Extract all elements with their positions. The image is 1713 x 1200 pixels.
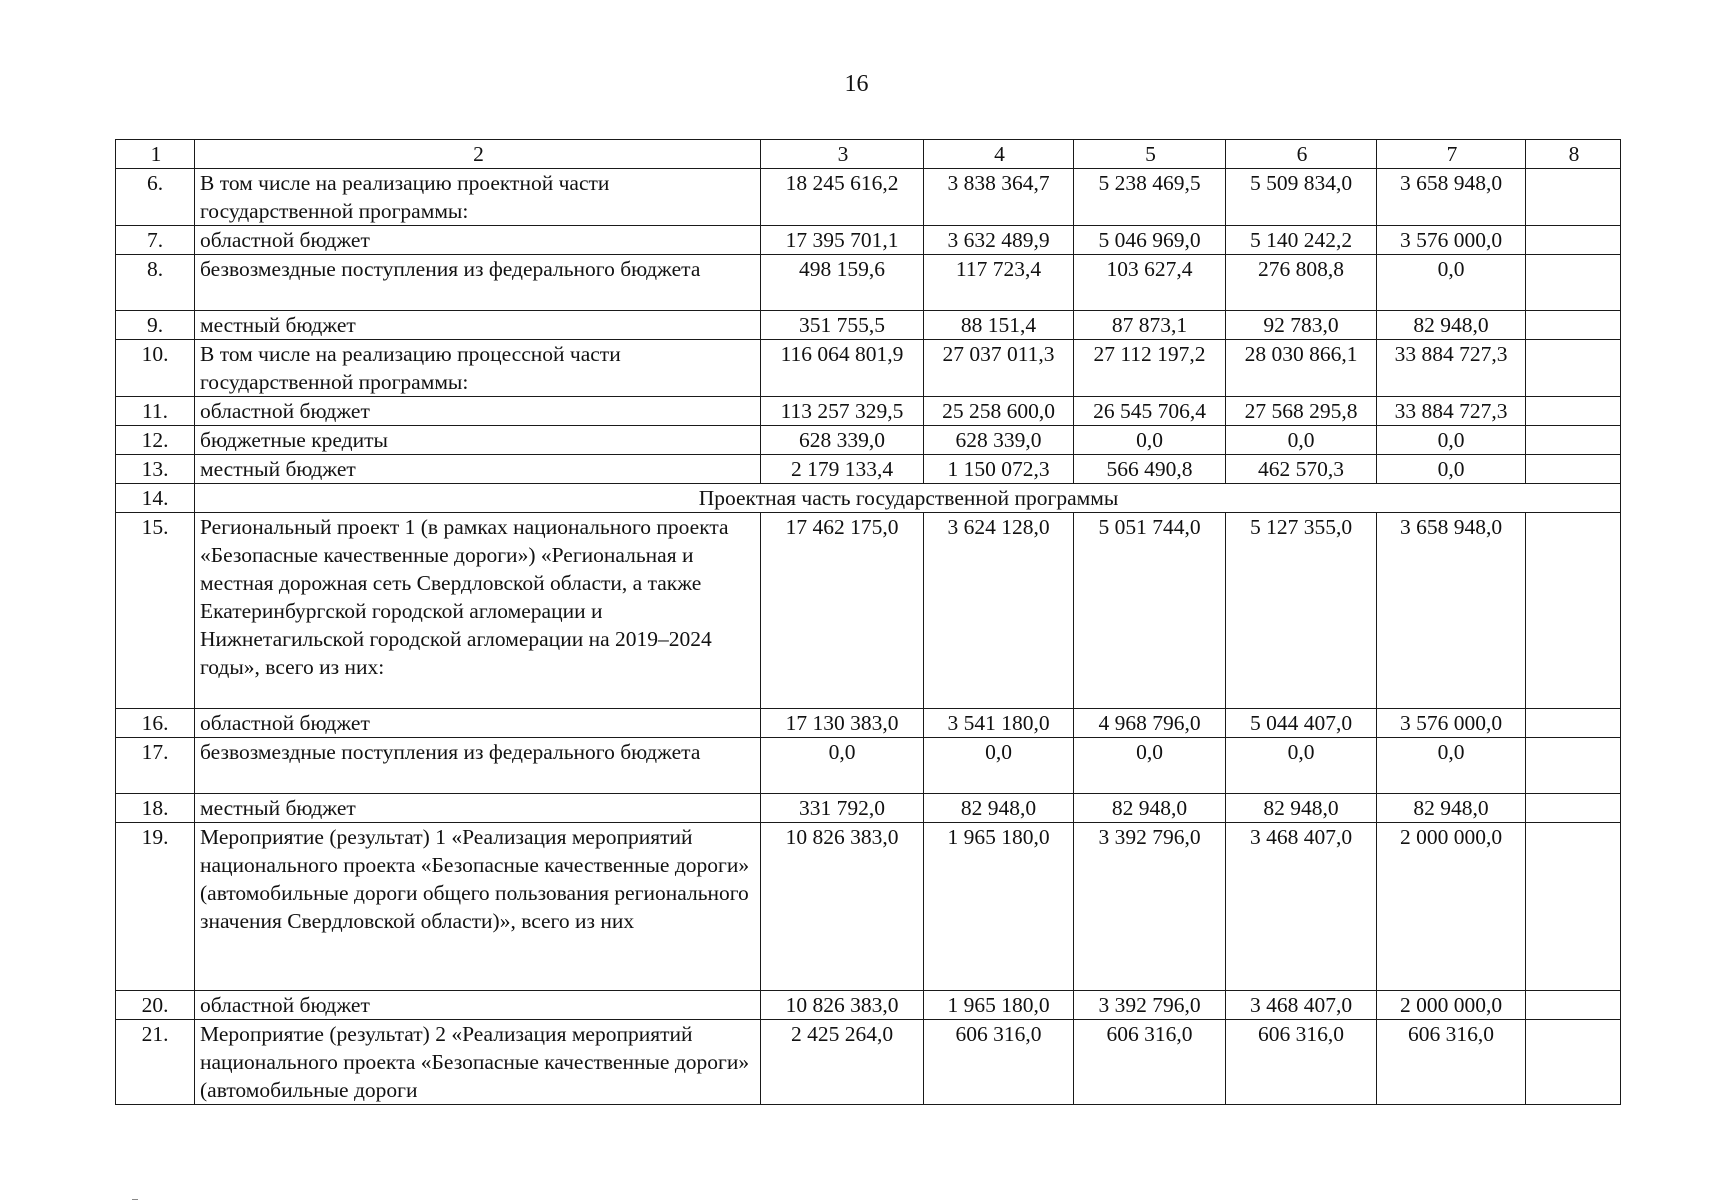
row-number: 20. — [116, 991, 195, 1020]
column-header: 7 — [1377, 140, 1526, 169]
value-cell: 351 755,5 — [761, 311, 924, 340]
value-cell: 498 159,6 — [761, 255, 924, 311]
value-cell: 10 826 383,0 — [761, 823, 924, 991]
value-cell: 3 468 407,0 — [1226, 991, 1377, 1020]
value-cell: 82 948,0 — [1074, 794, 1226, 823]
row-number: 11. — [116, 397, 195, 426]
row-description: областной бюджет — [195, 226, 761, 255]
value-cell: 103 627,4 — [1074, 255, 1226, 311]
value-cell: 3 658 948,0 — [1377, 513, 1526, 709]
value-cell: 606 316,0 — [1377, 1020, 1526, 1105]
row-description: безвозмездные поступления из федерального бюджета — [195, 255, 761, 311]
row-description: областной бюджет — [195, 991, 761, 1020]
value-cell: 3 576 000,0 — [1377, 709, 1526, 738]
row-description: безвозмездные поступления из федерального бюджета — [195, 738, 761, 794]
value-cell: 33 884 727,3 — [1377, 397, 1526, 426]
value-cell — [1526, 169, 1621, 226]
row-description: местный бюджет — [195, 455, 761, 484]
table-row — [116, 340, 1621, 397]
table-row — [116, 991, 1621, 1020]
value-cell: 0,0 — [761, 738, 924, 794]
value-cell: 1 965 180,0 — [924, 991, 1074, 1020]
value-cell: 2 179 133,4 — [761, 455, 924, 484]
section-row — [116, 484, 1621, 513]
row-description: местный бюджет — [195, 311, 761, 340]
row-number: 9. — [116, 311, 195, 340]
budget-table — [115, 139, 1621, 1105]
value-cell — [1526, 226, 1621, 255]
value-cell: 628 339,0 — [761, 426, 924, 455]
value-cell: 331 792,0 — [761, 794, 924, 823]
column-number-row — [116, 140, 1621, 169]
value-cell: 566 490,8 — [1074, 455, 1226, 484]
value-cell: 5 051 744,0 — [1074, 513, 1226, 709]
row-description: Мероприятие (результат) 1 «Реализация мероприятий национального проекта «Безопасные качественные дороги» (автомобильные дороги общего пользования регионального значения Свердловской области)», всего из них — [195, 823, 761, 991]
row-description: В том числе на реализацию проектной части государственной программы: — [195, 169, 761, 226]
value-cell: 82 948,0 — [924, 794, 1074, 823]
value-cell: 0,0 — [1226, 738, 1377, 794]
column-header: 5 — [1074, 140, 1226, 169]
column-header: 8 — [1526, 140, 1621, 169]
row-description: областной бюджет — [195, 709, 761, 738]
value-cell: 92 783,0 — [1226, 311, 1377, 340]
row-number: 12. — [116, 426, 195, 455]
value-cell: 82 948,0 — [1377, 794, 1526, 823]
value-cell: 82 948,0 — [1226, 794, 1377, 823]
table-row — [116, 513, 1621, 709]
value-cell: 5 044 407,0 — [1226, 709, 1377, 738]
value-cell — [1526, 397, 1621, 426]
value-cell: 113 257 329,5 — [761, 397, 924, 426]
value-cell: 3 468 407,0 — [1226, 823, 1377, 991]
column-header: 1 — [116, 140, 195, 169]
row-description: Региональный проект 1 (в рамках национального проекта «Безопасные качественные дороги») «Региональная и местная дорожная сеть Свердловской области, а также Екатеринбургской городской агломерации и Нижнетагильской городской агломерации на 2019–2024 годы», всего из них: — [195, 513, 761, 709]
value-cell: 0,0 — [1074, 426, 1226, 455]
value-cell: 0,0 — [1377, 255, 1526, 311]
row-number: 15. — [116, 513, 195, 709]
row-number: 14. — [116, 484, 195, 513]
row-description: В том числе на реализацию процессной части государственной программы: — [195, 340, 761, 397]
row-number: 10. — [116, 340, 195, 397]
table-row — [116, 1020, 1621, 1105]
table-row — [116, 169, 1621, 226]
row-number: 19. — [116, 823, 195, 991]
value-cell — [1526, 340, 1621, 397]
value-cell: 3 541 180,0 — [924, 709, 1074, 738]
value-cell — [1526, 255, 1621, 311]
value-cell: 2 000 000,0 — [1377, 991, 1526, 1020]
value-cell: 462 570,3 — [1226, 455, 1377, 484]
value-cell — [1526, 1020, 1621, 1105]
value-cell: 1 150 072,3 — [924, 455, 1074, 484]
value-cell: 28 030 866,1 — [1226, 340, 1377, 397]
value-cell: 5 127 355,0 — [1226, 513, 1377, 709]
value-cell: 606 316,0 — [1226, 1020, 1377, 1105]
value-cell — [1526, 823, 1621, 991]
value-cell: 4 968 796,0 — [1074, 709, 1226, 738]
row-number: 18. — [116, 794, 195, 823]
row-description: местный бюджет — [195, 794, 761, 823]
value-cell: 17 395 701,1 — [761, 226, 924, 255]
value-cell: 18 245 616,2 — [761, 169, 924, 226]
table-row — [116, 397, 1621, 426]
value-cell: 3 624 128,0 — [924, 513, 1074, 709]
value-cell: 33 884 727,3 — [1377, 340, 1526, 397]
value-cell: 0,0 — [1377, 426, 1526, 455]
value-cell: 2 000 000,0 — [1377, 823, 1526, 991]
value-cell: 3 838 364,7 — [924, 169, 1074, 226]
value-cell — [1526, 513, 1621, 709]
row-number: 17. — [116, 738, 195, 794]
value-cell: 27 037 011,3 — [924, 340, 1074, 397]
value-cell: 82 948,0 — [1377, 311, 1526, 340]
table-row — [116, 823, 1621, 991]
row-number: 6. — [116, 169, 195, 226]
value-cell: 0,0 — [1226, 426, 1377, 455]
value-cell: 606 316,0 — [924, 1020, 1074, 1105]
value-cell: 26 545 706,4 — [1074, 397, 1226, 426]
value-cell: 10 826 383,0 — [761, 991, 924, 1020]
value-cell: 1 965 180,0 — [924, 823, 1074, 991]
value-cell — [1526, 426, 1621, 455]
value-cell: 3 658 948,0 — [1377, 169, 1526, 226]
value-cell: 27 568 295,8 — [1226, 397, 1377, 426]
table-row — [116, 226, 1621, 255]
value-cell: 5 509 834,0 — [1226, 169, 1377, 226]
value-cell: 17 130 383,0 — [761, 709, 924, 738]
value-cell: 5 046 969,0 — [1074, 226, 1226, 255]
value-cell: 0,0 — [924, 738, 1074, 794]
value-cell: 5 140 242,2 — [1226, 226, 1377, 255]
table-row — [116, 455, 1621, 484]
value-cell — [1526, 455, 1621, 484]
value-cell: 117 723,4 — [924, 255, 1074, 311]
row-description: бюджетные кредиты — [195, 426, 761, 455]
row-number: 13. — [116, 455, 195, 484]
table-row — [116, 426, 1621, 455]
row-number: 16. — [116, 709, 195, 738]
row-number: 7. — [116, 226, 195, 255]
table-row — [116, 709, 1621, 738]
value-cell: 0,0 — [1377, 455, 1526, 484]
value-cell: 2 425 264,0 — [761, 1020, 924, 1105]
value-cell: 5 238 469,5 — [1074, 169, 1226, 226]
section-heading: Проектная часть государственной программы — [195, 484, 1621, 513]
column-header: 2 — [195, 140, 761, 169]
row-description: Мероприятие (результат) 2 «Реализация мероприятий национального проекта «Безопасные качественные дороги» (автомобильные дороги — [195, 1020, 761, 1105]
value-cell: 606 316,0 — [1074, 1020, 1226, 1105]
column-header: 6 — [1226, 140, 1377, 169]
value-cell: 87 873,1 — [1074, 311, 1226, 340]
value-cell: 3 392 796,0 — [1074, 991, 1226, 1020]
row-number: 21. — [116, 1020, 195, 1105]
value-cell: 3 392 796,0 — [1074, 823, 1226, 991]
value-cell: 3 576 000,0 — [1377, 226, 1526, 255]
value-cell: 17 462 175,0 — [761, 513, 924, 709]
value-cell: 0,0 — [1074, 738, 1226, 794]
value-cell: 116 064 801,9 — [761, 340, 924, 397]
value-cell: 628 339,0 — [924, 426, 1074, 455]
column-header: 3 — [761, 140, 924, 169]
table-row — [116, 255, 1621, 311]
row-description: областной бюджет — [195, 397, 761, 426]
table-body — [116, 169, 1621, 1105]
value-cell: 0,0 — [1377, 738, 1526, 794]
value-cell: 276 808,8 — [1226, 255, 1377, 311]
value-cell: 27 112 197,2 — [1074, 340, 1226, 397]
value-cell — [1526, 991, 1621, 1020]
value-cell — [1526, 311, 1621, 340]
row-number: 8. — [116, 255, 195, 311]
value-cell: 25 258 600,0 — [924, 397, 1074, 426]
value-cell — [1526, 738, 1621, 794]
value-cell — [1526, 794, 1621, 823]
page-number: 16 — [844, 71, 869, 97]
table-row — [116, 794, 1621, 823]
table-row — [116, 311, 1621, 340]
value-cell: 3 632 489,9 — [924, 226, 1074, 255]
value-cell: 88 151,4 — [924, 311, 1074, 340]
column-header: 4 — [924, 140, 1074, 169]
table-header — [116, 140, 1621, 169]
table-row — [116, 738, 1621, 794]
value-cell — [1526, 709, 1621, 738]
